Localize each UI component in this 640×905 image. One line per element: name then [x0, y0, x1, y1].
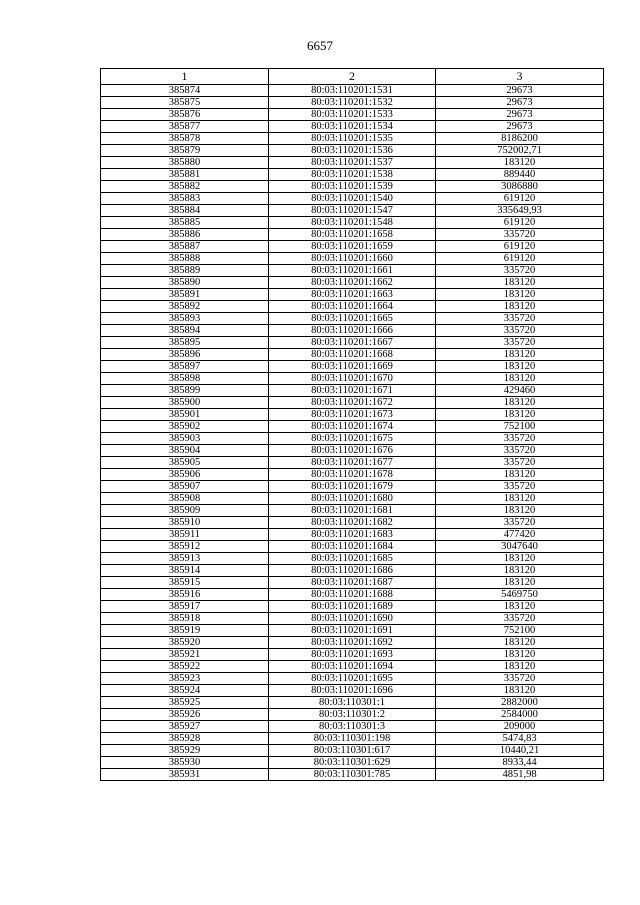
value-cell: 4851,98	[436, 769, 604, 781]
row-number-cell: 385875	[101, 97, 269, 109]
row-number-cell: 385919	[101, 625, 269, 637]
row-number-cell: 385901	[101, 409, 269, 421]
value-cell: 183120	[436, 301, 604, 313]
value-cell: 183120	[436, 553, 604, 565]
row-number-cell: 385891	[101, 289, 269, 301]
table-row	[101, 745, 604, 757]
table-row	[101, 97, 604, 109]
value-cell: 183120	[436, 637, 604, 649]
value-cell: 5474,83	[436, 733, 604, 745]
table-row	[101, 649, 604, 661]
value-cell: 183120	[436, 685, 604, 697]
table-row	[101, 241, 604, 253]
table-row	[101, 505, 604, 517]
column-header-1: 1	[101, 69, 269, 85]
cadastral-number-cell: 80:03:110301:617	[269, 745, 436, 757]
cadastral-number-cell: 80:03:110201:1673	[269, 409, 436, 421]
cadastral-number-cell: 80:03:110201:1664	[269, 301, 436, 313]
cadastral-number-cell: 80:03:110201:1679	[269, 481, 436, 493]
table-row	[101, 733, 604, 745]
cadastral-number-cell: 80:03:110201:1684	[269, 541, 436, 553]
table-row	[101, 289, 604, 301]
value-cell: 335720	[436, 325, 604, 337]
cadastral-number-cell: 80:03:110201:1676	[269, 445, 436, 457]
row-number-cell: 385930	[101, 757, 269, 769]
value-cell: 3047640	[436, 541, 604, 553]
value-cell: 183120	[436, 349, 604, 361]
value-cell: 3086880	[436, 181, 604, 193]
table-row	[101, 541, 604, 553]
row-number-cell: 385899	[101, 385, 269, 397]
cadastral-number-cell: 80:03:110201:1681	[269, 505, 436, 517]
cadastral-number-cell: 80:03:110201:1669	[269, 361, 436, 373]
row-number-cell: 385884	[101, 205, 269, 217]
cadastral-number-cell: 80:03:110201:1671	[269, 385, 436, 397]
table-row	[101, 661, 604, 673]
table-row	[101, 409, 604, 421]
table-row	[101, 181, 604, 193]
table-row	[101, 85, 604, 97]
value-cell: 619120	[436, 217, 604, 229]
cadastral-number-cell: 80:03:110201:1692	[269, 637, 436, 649]
cadastral-number-cell: 80:03:110201:1694	[269, 661, 436, 673]
value-cell: 335720	[436, 313, 604, 325]
value-cell: 335720	[436, 445, 604, 457]
table-row	[101, 565, 604, 577]
table-row	[101, 553, 604, 565]
cadastral-number-cell: 80:03:110301:198	[269, 733, 436, 745]
value-cell: 335649,93	[436, 205, 604, 217]
value-cell: 335720	[436, 433, 604, 445]
row-number-cell: 385890	[101, 277, 269, 289]
row-number-cell: 385889	[101, 265, 269, 277]
value-cell: 183120	[436, 661, 604, 673]
value-cell: 209000	[436, 721, 604, 733]
value-cell: 183120	[436, 373, 604, 385]
row-number-cell: 385887	[101, 241, 269, 253]
cadastral-number-cell: 80:03:110201:1661	[269, 265, 436, 277]
row-number-cell: 385874	[101, 85, 269, 97]
row-number-cell: 385892	[101, 301, 269, 313]
table-row	[101, 337, 604, 349]
row-number-cell: 385920	[101, 637, 269, 649]
value-cell: 335720	[436, 337, 604, 349]
table-row	[101, 433, 604, 445]
table-row	[101, 721, 604, 733]
value-cell: 752100	[436, 421, 604, 433]
row-number-cell: 385918	[101, 613, 269, 625]
value-cell: 752100	[436, 625, 604, 637]
value-cell: 619120	[436, 253, 604, 265]
row-number-cell: 385905	[101, 457, 269, 469]
table-row	[101, 397, 604, 409]
row-number-cell: 385907	[101, 481, 269, 493]
cadastral-number-cell: 80:03:110301:785	[269, 769, 436, 781]
row-number-cell: 385879	[101, 145, 269, 157]
row-number-cell: 385910	[101, 517, 269, 529]
row-number-cell: 385898	[101, 373, 269, 385]
table-row	[101, 493, 604, 505]
value-cell: 335720	[436, 229, 604, 241]
table-row	[101, 361, 604, 373]
value-cell: 335720	[436, 457, 604, 469]
row-number-cell: 385893	[101, 313, 269, 325]
cadastral-number-cell: 80:03:110201:1662	[269, 277, 436, 289]
cadastral-number-cell: 80:03:110201:1695	[269, 673, 436, 685]
table-row	[101, 637, 604, 649]
value-cell: 183120	[436, 577, 604, 589]
data-table	[100, 68, 604, 781]
cadastral-number-cell: 80:03:110201:1696	[269, 685, 436, 697]
table-row	[101, 457, 604, 469]
cadastral-number-cell: 80:03:110201:1536	[269, 145, 436, 157]
table-row	[101, 145, 604, 157]
value-cell: 889440	[436, 169, 604, 181]
row-number-cell: 385883	[101, 193, 269, 205]
cadastral-number-cell: 80:03:110201:1690	[269, 613, 436, 625]
cadastral-number-cell: 80:03:110201:1537	[269, 157, 436, 169]
value-cell: 429460	[436, 385, 604, 397]
table-row	[101, 229, 604, 241]
cadastral-number-cell: 80:03:110201:1535	[269, 133, 436, 145]
table-row	[101, 277, 604, 289]
table-row	[101, 445, 604, 457]
row-number-cell: 385882	[101, 181, 269, 193]
row-number-cell: 385878	[101, 133, 269, 145]
cadastral-number-cell: 80:03:110201:1686	[269, 565, 436, 577]
cadastral-number-cell: 80:03:110301:3	[269, 721, 436, 733]
row-number-cell: 385909	[101, 505, 269, 517]
row-number-cell: 385927	[101, 721, 269, 733]
row-number-cell: 385926	[101, 709, 269, 721]
table-row	[101, 109, 604, 121]
value-cell: 183120	[436, 493, 604, 505]
row-number-cell: 385911	[101, 529, 269, 541]
value-cell: 183120	[436, 565, 604, 577]
row-number-cell: 385896	[101, 349, 269, 361]
value-cell: 8186200	[436, 133, 604, 145]
column-header-3: 3	[436, 69, 604, 85]
cadastral-number-cell: 80:03:110201:1667	[269, 337, 436, 349]
table-row	[101, 121, 604, 133]
row-number-cell: 385885	[101, 217, 269, 229]
cadastral-number-cell: 80:03:110201:1658	[269, 229, 436, 241]
table-body	[101, 85, 604, 781]
value-cell: 5469750	[436, 589, 604, 601]
row-number-cell: 385904	[101, 445, 269, 457]
table-row	[101, 169, 604, 181]
row-number-cell: 385931	[101, 769, 269, 781]
value-cell: 183120	[436, 157, 604, 169]
table-header-row	[101, 69, 604, 85]
value-cell: 183120	[436, 409, 604, 421]
cadastral-number-cell: 80:03:110301:2	[269, 709, 436, 721]
value-cell: 29673	[436, 109, 604, 121]
cadastral-number-cell: 80:03:110201:1680	[269, 493, 436, 505]
value-cell: 335720	[436, 517, 604, 529]
row-number-cell: 385877	[101, 121, 269, 133]
value-cell: 183120	[436, 397, 604, 409]
row-number-cell: 385902	[101, 421, 269, 433]
cadastral-number-cell: 80:03:110301:629	[269, 757, 436, 769]
table-row	[101, 757, 604, 769]
cadastral-number-cell: 80:03:110201:1539	[269, 181, 436, 193]
cadastral-number-cell: 80:03:110201:1670	[269, 373, 436, 385]
cadastral-number-cell: 80:03:110201:1663	[269, 289, 436, 301]
value-cell: 29673	[436, 121, 604, 133]
row-number-cell: 385925	[101, 697, 269, 709]
row-number-cell: 385923	[101, 673, 269, 685]
value-cell: 183120	[436, 361, 604, 373]
cadastral-number-cell: 80:03:110201:1691	[269, 625, 436, 637]
cadastral-number-cell: 80:03:110201:1534	[269, 121, 436, 133]
row-number-cell: 385876	[101, 109, 269, 121]
row-number-cell: 385921	[101, 649, 269, 661]
value-cell: 619120	[436, 241, 604, 253]
value-cell: 619120	[436, 193, 604, 205]
value-cell: 2882000	[436, 697, 604, 709]
table-row	[101, 625, 604, 637]
table-row	[101, 481, 604, 493]
row-number-cell: 385917	[101, 601, 269, 613]
value-cell: 183120	[436, 505, 604, 517]
table-row	[101, 157, 604, 169]
cadastral-number-cell: 80:03:110201:1693	[269, 649, 436, 661]
row-number-cell: 385897	[101, 361, 269, 373]
cadastral-number-cell: 80:03:110201:1668	[269, 349, 436, 361]
value-cell: 29673	[436, 97, 604, 109]
row-number-cell: 385886	[101, 229, 269, 241]
table-row	[101, 469, 604, 481]
row-number-cell: 385913	[101, 553, 269, 565]
table-row	[101, 421, 604, 433]
value-cell: 335720	[436, 673, 604, 685]
row-number-cell: 385912	[101, 541, 269, 553]
cadastral-number-cell: 80:03:110201:1674	[269, 421, 436, 433]
cadastral-number-cell: 80:03:110201:1683	[269, 529, 436, 541]
table-row	[101, 529, 604, 541]
cadastral-number-cell: 80:03:110201:1677	[269, 457, 436, 469]
table-row	[101, 769, 604, 781]
row-number-cell: 385894	[101, 325, 269, 337]
table-row	[101, 577, 604, 589]
value-cell: 8933,44	[436, 757, 604, 769]
value-cell: 183120	[436, 601, 604, 613]
table-row	[101, 373, 604, 385]
table-row	[101, 313, 604, 325]
row-number-cell: 385903	[101, 433, 269, 445]
table-row	[101, 217, 604, 229]
cadastral-number-cell: 80:03:110201:1688	[269, 589, 436, 601]
row-number-cell: 385900	[101, 397, 269, 409]
table-row	[101, 253, 604, 265]
table-row	[101, 685, 604, 697]
value-cell: 2584000	[436, 709, 604, 721]
value-cell: 335720	[436, 613, 604, 625]
cadastral-number-cell: 80:03:110201:1548	[269, 217, 436, 229]
table-row	[101, 589, 604, 601]
cadastral-number-cell: 80:03:110301:1	[269, 697, 436, 709]
cadastral-number-cell: 80:03:110201:1687	[269, 577, 436, 589]
value-cell: 183120	[436, 469, 604, 481]
cadastral-number-cell: 80:03:110201:1678	[269, 469, 436, 481]
cadastral-number-cell: 80:03:110201:1532	[269, 97, 436, 109]
cadastral-number-cell: 80:03:110201:1675	[269, 433, 436, 445]
row-number-cell: 385881	[101, 169, 269, 181]
value-cell: 183120	[436, 289, 604, 301]
value-cell: 183120	[436, 649, 604, 661]
row-number-cell: 385924	[101, 685, 269, 697]
table-row	[101, 697, 604, 709]
cadastral-number-cell: 80:03:110201:1672	[269, 397, 436, 409]
row-number-cell: 385922	[101, 661, 269, 673]
value-cell: 477420	[436, 529, 604, 541]
row-number-cell: 385908	[101, 493, 269, 505]
cadastral-number-cell: 80:03:110201:1665	[269, 313, 436, 325]
value-cell: 183120	[436, 277, 604, 289]
row-number-cell: 385929	[101, 745, 269, 757]
cadastral-number-cell: 80:03:110201:1660	[269, 253, 436, 265]
row-number-cell: 385880	[101, 157, 269, 169]
cadastral-number-cell: 80:03:110201:1682	[269, 517, 436, 529]
row-number-cell: 385916	[101, 589, 269, 601]
value-cell: 335720	[436, 265, 604, 277]
table-row	[101, 265, 604, 277]
row-number-cell: 385906	[101, 469, 269, 481]
table-row	[101, 601, 604, 613]
table-row	[101, 205, 604, 217]
cadastral-number-cell: 80:03:110201:1540	[269, 193, 436, 205]
cadastral-number-cell: 80:03:110201:1689	[269, 601, 436, 613]
row-number-cell: 385928	[101, 733, 269, 745]
column-header-2: 2	[269, 69, 436, 85]
table-row	[101, 193, 604, 205]
row-number-cell: 385915	[101, 577, 269, 589]
table-row	[101, 133, 604, 145]
cadastral-number-cell: 80:03:110201:1659	[269, 241, 436, 253]
page-number: 6657	[307, 38, 333, 53]
value-cell: 335720	[436, 481, 604, 493]
value-cell: 752002,71	[436, 145, 604, 157]
cadastral-number-cell: 80:03:110201:1531	[269, 85, 436, 97]
table-row	[101, 301, 604, 313]
row-number-cell: 385888	[101, 253, 269, 265]
table-row	[101, 325, 604, 337]
table-row	[101, 709, 604, 721]
cadastral-number-cell: 80:03:110201:1685	[269, 553, 436, 565]
table-row	[101, 613, 604, 625]
table-row	[101, 673, 604, 685]
cadastral-number-cell: 80:03:110201:1666	[269, 325, 436, 337]
table-row	[101, 349, 604, 361]
cadastral-number-cell: 80:03:110201:1533	[269, 109, 436, 121]
row-number-cell: 385895	[101, 337, 269, 349]
cadastral-number-cell: 80:03:110201:1538	[269, 169, 436, 181]
row-number-cell: 385914	[101, 565, 269, 577]
value-cell: 29673	[436, 85, 604, 97]
value-cell: 10440,21	[436, 745, 604, 757]
table-row	[101, 517, 604, 529]
cadastral-number-cell: 80:03:110201:1547	[269, 205, 436, 217]
table-row	[101, 385, 604, 397]
